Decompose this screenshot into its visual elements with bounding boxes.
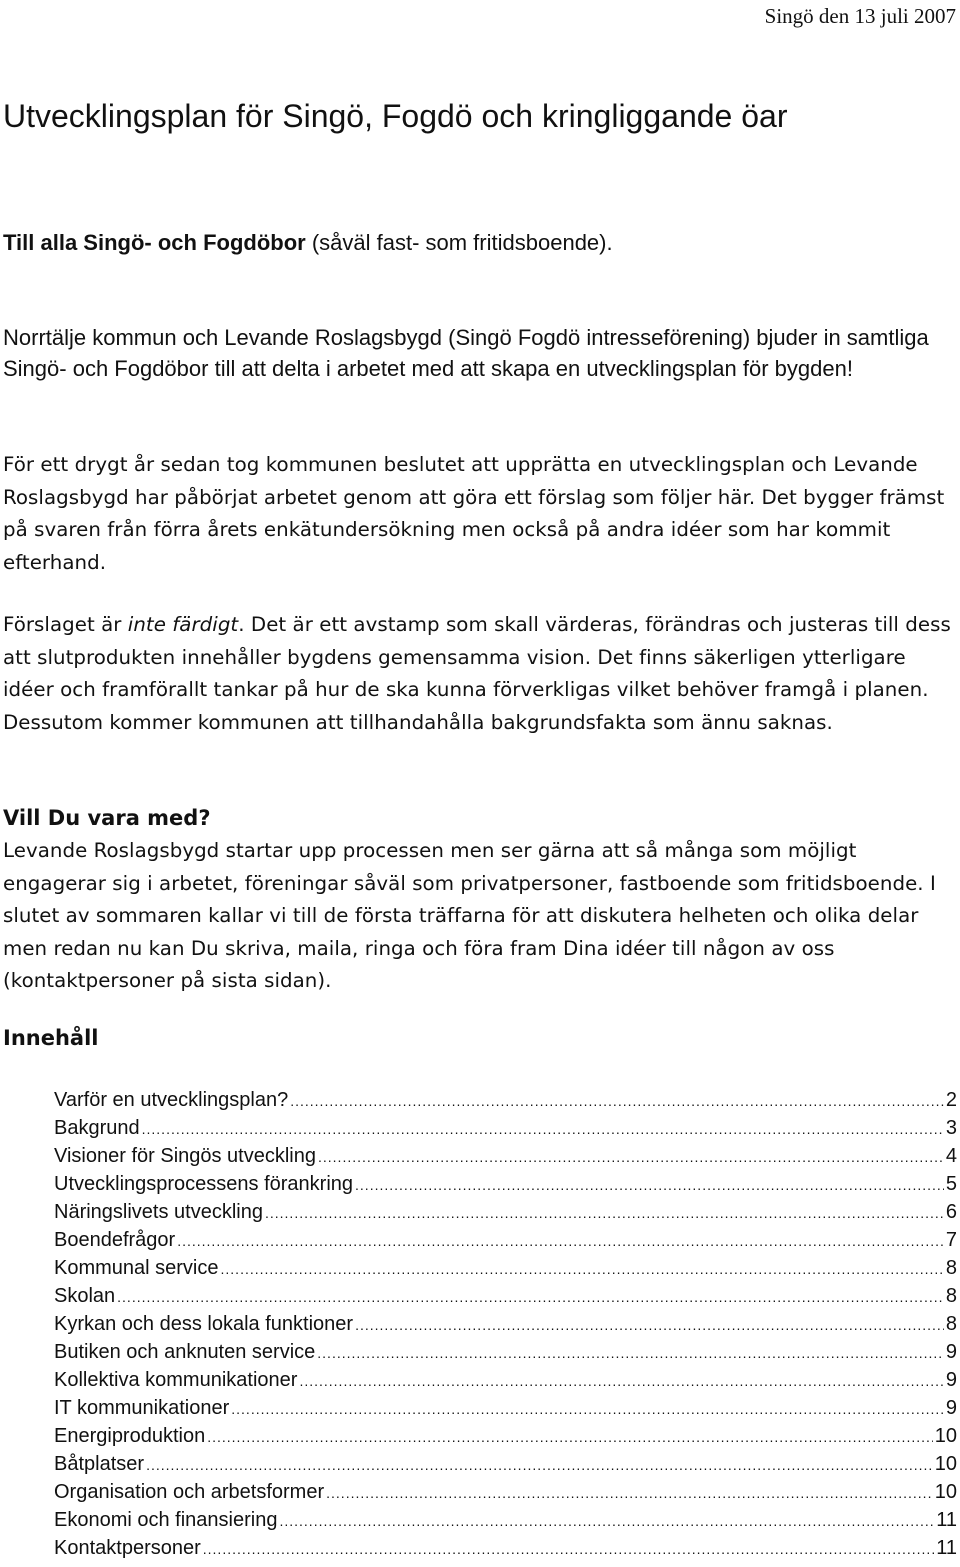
draft-emphasis: inte färdigt	[127, 613, 239, 636]
toc-entry-title: Kollektiva kommunikationer	[54, 1369, 298, 1391]
toc-leader	[146, 1451, 933, 1479]
toc-entry[interactable]	[54, 1394, 957, 1422]
toc-entry-page: 2	[945, 1089, 957, 1111]
toc-entry-page: 10	[934, 1453, 957, 1475]
toc-entry-page: 7	[945, 1229, 957, 1251]
toc-entry-title: Energiproduktion	[54, 1425, 206, 1447]
toc-entry-title: Butiken och anknuten service	[54, 1341, 316, 1363]
toc-entry-page: 11	[936, 1537, 957, 1559]
toc-leader	[265, 1199, 944, 1227]
toc-leader	[355, 1171, 944, 1199]
toc-entry[interactable]	[54, 1366, 957, 1394]
toc-entry-title: Bakgrund	[54, 1117, 140, 1139]
toc-entry-page: 6	[945, 1201, 957, 1223]
toc-leader	[203, 1535, 934, 1563]
toc-entry-page: 10	[934, 1481, 957, 1503]
toc-entry[interactable]	[54, 1338, 957, 1366]
document-date: Singö den 13 juli 2007	[764, 4, 956, 28]
toc-entry[interactable]	[54, 1450, 957, 1478]
toc-leader	[231, 1395, 944, 1423]
toc-entry[interactable]	[54, 1198, 957, 1226]
toc-entry-page: 8	[945, 1257, 957, 1279]
toc-entry-page: 9	[945, 1397, 957, 1419]
draft-after: . Det är ett avstamp som skall värderas, förändras och justeras till dess att slutprodukten innehåller bygdens gemensamma vision. Det finns säkerligen ytterligare idéer och framförallt tankar på hur de ska kunna förverkligas vilket behöver framgå i planen. Dessutom kommer kommunen att tillhandahålla bakgrundsfakta som ännu saknas.	[3, 613, 951, 734]
join-heading: Vill Du vara med?	[3, 806, 211, 830]
toc-leader	[221, 1255, 944, 1283]
toc-entry-title: Båtplatser	[54, 1453, 145, 1475]
toc-entry-page: 11	[936, 1509, 957, 1531]
table-of-contents	[54, 1086, 957, 1562]
toc-leader	[207, 1423, 933, 1451]
toc-entry[interactable]	[54, 1310, 957, 1338]
toc-leader	[355, 1311, 944, 1339]
toc-entry-page: 9	[945, 1341, 957, 1363]
toc-entry-page: 3	[945, 1117, 957, 1139]
toc-entry[interactable]	[54, 1254, 957, 1282]
toc-heading: Innehåll	[3, 1026, 99, 1050]
toc-entry[interactable]	[54, 1534, 957, 1562]
toc-leader	[142, 1115, 944, 1143]
toc-entry-title: Organisation och arbetsformer	[54, 1481, 325, 1503]
toc-leader	[279, 1507, 934, 1535]
toc-leader	[117, 1283, 944, 1311]
toc-entry-page: 5	[945, 1173, 957, 1195]
document-title: Utvecklingsplan för Singö, Fogdö och kringliggande öar	[3, 98, 788, 134]
toc-leader	[326, 1479, 933, 1507]
draft-before: Förslaget är	[3, 613, 128, 636]
toc-entry-title: Boendefrågor	[54, 1229, 176, 1251]
toc-entry-title: Näringslivets utveckling	[54, 1201, 263, 1223]
toc-entry-title: Utvecklingsprocessens förankring	[54, 1173, 354, 1195]
toc-entry-page: 9	[945, 1369, 957, 1391]
toc-entry-title: Kommunal service	[54, 1257, 219, 1279]
toc-entry[interactable]	[54, 1506, 957, 1534]
draft-paragraph	[3, 609, 958, 739]
toc-entry-page: 8	[945, 1285, 957, 1307]
toc-entry-page: 10	[934, 1425, 957, 1447]
toc-entry[interactable]	[54, 1226, 957, 1254]
toc-entry-title: Kontaktpersoner	[54, 1537, 201, 1559]
toc-entry[interactable]	[54, 1114, 957, 1142]
toc-entry[interactable]	[54, 1478, 957, 1506]
toc-entry-title: Skolan	[54, 1285, 116, 1307]
addressee-bold: Till alla Singö- och Fogdöbor	[3, 230, 306, 255]
addressee-line	[3, 230, 613, 256]
toc-leader	[317, 1339, 944, 1367]
toc-leader	[177, 1227, 944, 1255]
background-paragraph: För ett drygt år sedan tog kommunen beslutet att upprätta en utvecklingsplan och Levande Roslagsbygd har påbörjat arbetet genom att göra ett förslag som följer här. Det bygger främst på svaren från förra årets enkätundersökning men också på andra idéer som har kommit efterhand.	[3, 453, 945, 574]
toc-entry-title: IT kommunikationer	[54, 1397, 230, 1419]
toc-entry-page: 4	[945, 1145, 957, 1167]
toc-entry[interactable]	[54, 1142, 957, 1170]
toc-entry-title: Kyrkan och dess lokala funktioner	[54, 1313, 354, 1335]
toc-entry-title: Varför en utvecklingsplan?	[54, 1089, 289, 1111]
join-paragraph: Levande Roslagsbygd startar upp processen men ser gärna att så många som möjligt engagerar sig i arbetet, föreningar såväl som privatpersoner, fastboende som fritidsboende. I slutet av sommaren kallar vi till de första träffarna för att diskutera helheten och olika delar men redan nu kan Du skriva, maila, ringa och föra fram Dina idéer till någon av oss (kontaktpersoner på sista sidan).	[3, 839, 936, 992]
toc-entry[interactable]	[54, 1170, 957, 1198]
intro-paragraph: Norrtälje kommun och Levande Roslagsbygd (Singö Fogdö intresseförening) bjuder in samtliga Singö- och Fogdöbor till att delta i arbetet med att skapa en utvecklingsplan för bygden!	[3, 325, 929, 381]
toc-entry[interactable]	[54, 1086, 957, 1114]
toc-leader	[290, 1087, 944, 1115]
toc-leader	[318, 1143, 944, 1171]
toc-entry[interactable]	[54, 1282, 957, 1310]
toc-entry-title: Ekonomi och finansiering	[54, 1509, 278, 1531]
toc-leader	[299, 1367, 943, 1395]
toc-entry-page: 8	[945, 1313, 957, 1335]
toc-entry-title: Visioner för Singös utveckling	[54, 1145, 316, 1167]
toc-entry[interactable]	[54, 1422, 957, 1450]
addressee-rest: (såväl fast- som fritidsboende).	[305, 230, 613, 255]
